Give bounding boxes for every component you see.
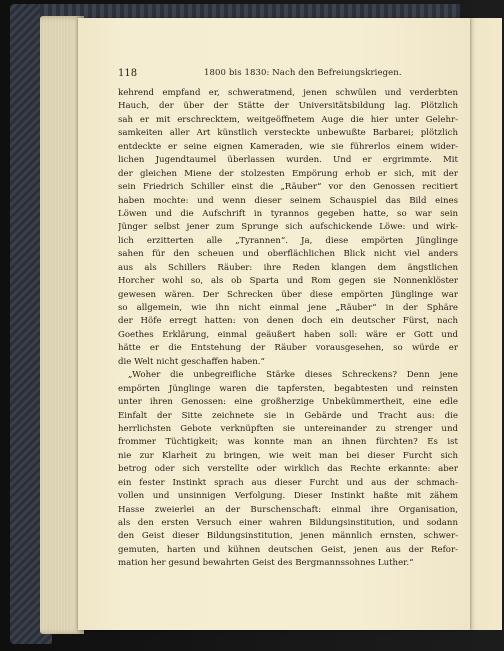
text-line: sah er mit erschrecktem, weitgeöffnetem Auge die hier unter Gelehr- (118, 114, 458, 125)
text-line: gewesen wären. Der Schrecken über diese empörten Jünglinge war (118, 289, 458, 300)
text-line: haben mochte: und wenn dieser seinem Schauspiel das Bild eines (118, 195, 458, 206)
text-line: so allgemein, wie ihn nicht einmal jene „Räuber“ in der Sphäre (118, 303, 458, 313)
text-line: aus als Schillers Räuber: ihre Reden klangen dem ängstlichen (118, 262, 458, 273)
text-line: frommer Tüchtigkeit; was konnte man an ihnen fürchten? Es ist (118, 437, 458, 448)
text-line: „Woher die unbegreifliche Stärke dieses Schreckens? Denn jene (128, 370, 458, 381)
text-line: vollen und unsinnigen Verfolgung. Dieser Instinkt haßte mit zähem (118, 491, 458, 502)
text-line: sein Friedrich Schiller einst die „Räuber“ vor den Genossen recitiert (118, 182, 458, 193)
text-line: unter ihren Genossen: eine großherzige Unbekümmertheit, eine edle (118, 397, 458, 408)
text-line: der Höfe erregt hatten: von denen doch ein deutscher Fürst, nach (118, 316, 458, 327)
page-number: 118 (118, 68, 138, 79)
body-text (118, 87, 458, 571)
text-line: Löwen und die Aufschrift in tyrannos gegeben hatte, so war sein (118, 208, 458, 219)
text-line: samkeiten aller Art künstlich versteckte unbewußte Barbarei; plötzlich (118, 128, 458, 139)
text-line: Einfalt der Sitte zeichnete sie in Gebärde und Tracht aus: die (118, 410, 458, 421)
text-line: nie zur Klarheit zu bringen, wie weit man bei dieser Furcht sich (118, 450, 458, 461)
text-line: gemuten, harten und kühnen deutschen Geist, jenen aus der Refor- (118, 544, 458, 555)
text-line: betrog oder sich verstellte oder wirklich das Rechte erkannte: aber (118, 464, 458, 475)
text-line: herrlichsten Gebote verknüpften sie untereinander zu strenger und (118, 423, 458, 434)
text-line: hätte er die Entstehung der Räuber vorausgesehen, so würde er (118, 343, 458, 354)
text-line: entdeckte er seine eignen Kameraden, wie sie führerlos einem wider- (118, 141, 458, 152)
text-line: lich erzitterten alle „Tyrannen“. Ja, diese empörten Jünglinge (118, 235, 458, 246)
text-line: Jünger selbst jener zum Sprunge sich aufschickende Löwe: und wirk- (118, 222, 458, 233)
text-line: Hasse zweierlei an der Burschenschaft: einmal ihre Organisation, (118, 504, 458, 515)
running-head: 1800 bis 1830: Nach den Befreiungskriegen. (204, 68, 402, 78)
text-line: Horcher wohl so, als ob Sparta und Rom gegen sie Nonnenklöster (118, 276, 458, 287)
text-line: mation her gesund bewahrten Geist des Bergmannssohnes Luther.“ (118, 558, 414, 569)
book-page (78, 18, 470, 630)
text-line: lichen Jugendtaumel überlassen wurden. Und er ergrimmte. Mit (118, 155, 458, 166)
text-line: Goethes Erklärung, einmal geäußert haben soll: wäre er Gott und (118, 329, 458, 340)
text-line: der gleichen Miene der stolzesten Empörung erhob er sich, mit der (118, 168, 458, 179)
page-header (118, 68, 468, 82)
text-line: als den ersten Versuch einer wahren Bildungsinstitution, und sodann (118, 518, 458, 528)
text-line: sahen für den scheuen und oberflächlichen Blick nicht viel anders (118, 249, 458, 260)
text-line: empörten Jünglinge waren die tapfersten, begabtesten und reinsten (118, 383, 458, 394)
text-line: den Geist dieser Bildungsinstitution, jenen männlich ernsten, schwer- (118, 531, 458, 542)
book-cover-top-edge (40, 4, 460, 18)
text-line: kehrend empfand er, schweratmend, jenen schwülen und verderbten (118, 88, 458, 98)
text-line: ein fester Instinkt sprach aus dieser Furcht und aus der schmach- (118, 477, 458, 488)
text-line: Hauch, der über der Stätte der Universitätsbildung lag. Plötzlich (118, 101, 458, 112)
text-line: die Welt nicht geschaffen haben.“ (118, 356, 265, 367)
